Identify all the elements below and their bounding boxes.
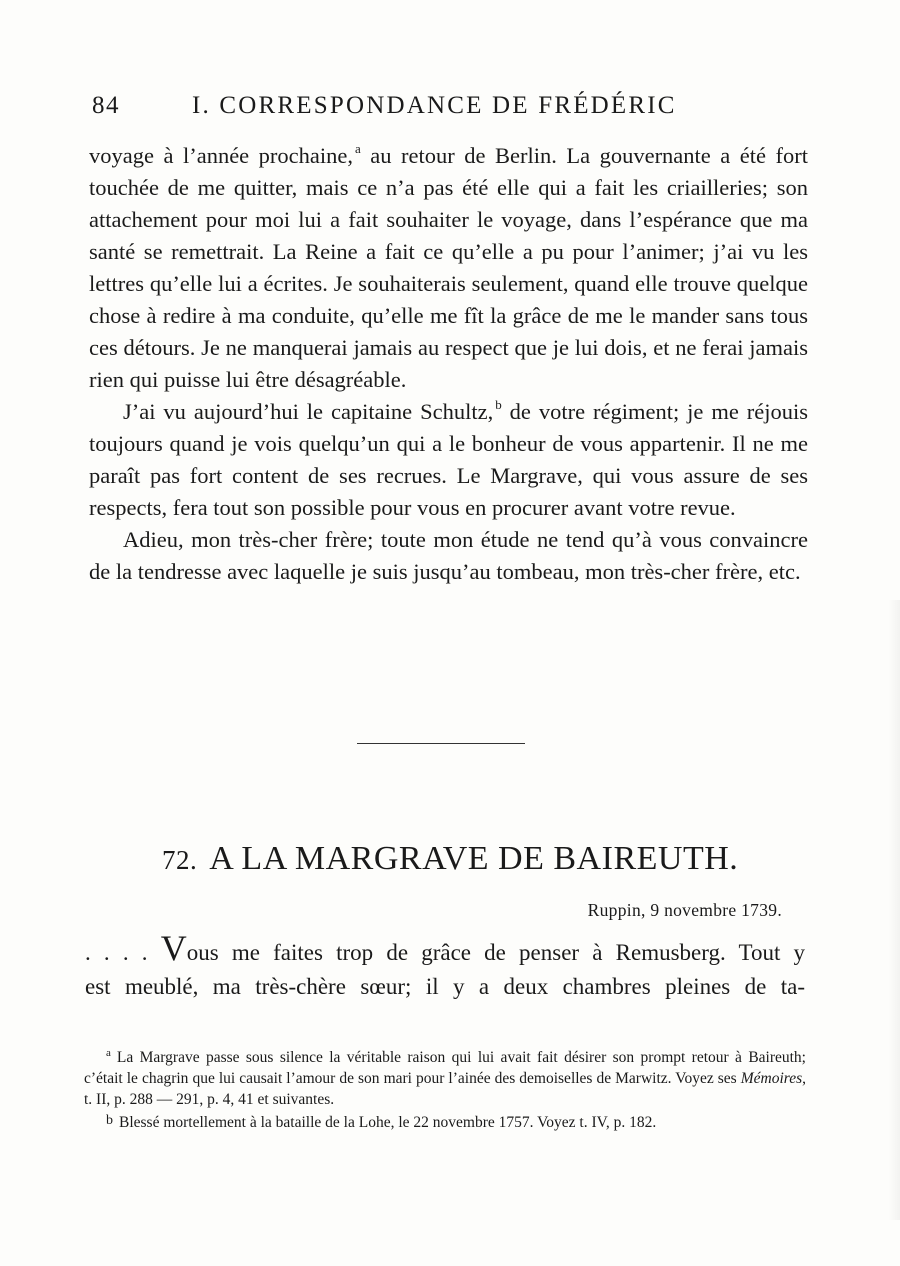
section-divider bbox=[357, 743, 525, 744]
running-title: I. CORRESPONDANCE DE FRÉDÉRIC bbox=[192, 92, 677, 119]
paragraph bbox=[89, 396, 808, 524]
footnote-marker: a bbox=[106, 1047, 111, 1059]
footnote-text: La Margrave passe sous silence la véritable raison qui lui avait fait désirer son prompt retour à Baireuth; c’était le chagrin que lui causait l’amour de son mari pour l’ainée des demoiselles de Marwitz. Voyez ses bbox=[84, 1049, 806, 1087]
paragraph bbox=[89, 140, 808, 396]
letter-number: 72. bbox=[162, 845, 198, 875]
footnote-marker: b bbox=[106, 1113, 113, 1128]
running-header bbox=[92, 92, 712, 126]
initial-letter: V bbox=[160, 928, 187, 968]
paragraph-text: J’ai vu aujourd’hui le capitaine Schultz, bbox=[123, 399, 494, 424]
letter-dateline: Ruppin, 9 novembre 1739. bbox=[587, 900, 782, 920]
footnote-ref-a: a bbox=[355, 141, 361, 156]
page-number: 84 bbox=[92, 92, 120, 119]
paragraph-text: voyage à l’année prochaine, bbox=[89, 143, 353, 168]
footnote-a bbox=[84, 1043, 806, 1110]
paragraph: Adieu, mon très-cher frère; toute mon étude ne tend qu’à vous convaincre de la tendresse avec laquelle je suis jusqu’au tombeau, mon très-cher frère, etc. bbox=[89, 527, 808, 584]
footnote-b bbox=[84, 1110, 806, 1133]
letter-body bbox=[85, 928, 806, 1004]
footnote-italic-title: Mémoires bbox=[740, 1070, 803, 1087]
paragraph-text: au retour de Berlin. La gouvernante a été fort touchée de me quitter, mais ce n’a pas été elle qui a fait les criailleries; son attachement pour moi lui a fait souhaiter le voyage, dans l’espérance que ma santé se remettrait. La Reine a fait ce qu’elle a pu pour l’animer; j’ai vu les lettres qu’elle lui a écrites. Je souhaiterais seulement, quand elle trouve quelque chose à redire à ma conduite, qu’elle me fît la grâce de me le mander sans tous ces détours. Je ne manquerai jamais au respect que je lui dois, et ne ferai jamais rien qui puisse lui être désagréable. bbox=[89, 143, 808, 392]
letter-line: est meublé, ma très-chère sœur; il y a deux chambres pleines de ta- bbox=[85, 974, 805, 999]
letter-line bbox=[85, 928, 806, 970]
previous-letter-body bbox=[89, 140, 808, 588]
footnote-ref-b: b bbox=[495, 397, 502, 412]
paragraph-text: de votre régiment; je me réjouis toujours quand je vois quelqu’un qui a le bonheur de vous appartenir. Il ne me paraît pas fort content de ses recrues. Le Margrave, qui vous assure de ses respects, fera tout son possible pour vous en procurer avant votre revue. bbox=[89, 399, 809, 520]
footnotes bbox=[84, 1043, 806, 1133]
letter-line-text: ous me faites trop de grâce de penser à Remusberg. Tout y bbox=[186, 940, 806, 965]
letter-heading bbox=[162, 840, 762, 878]
ellipsis: . . . . bbox=[85, 940, 161, 965]
letter-title: A LA MARGRAVE DE BAIREUTH. bbox=[209, 840, 739, 877]
page-edge-shadow bbox=[888, 600, 900, 1220]
footnote-text: , t. II, p. 288 — 291, p. 4, 41 et suivantes. bbox=[84, 1070, 806, 1108]
footnote-text: Blessé mortellement à la bataille de la Lohe, le 22 novembre 1757. Voyez t. IV, p. 182. bbox=[119, 1114, 657, 1131]
